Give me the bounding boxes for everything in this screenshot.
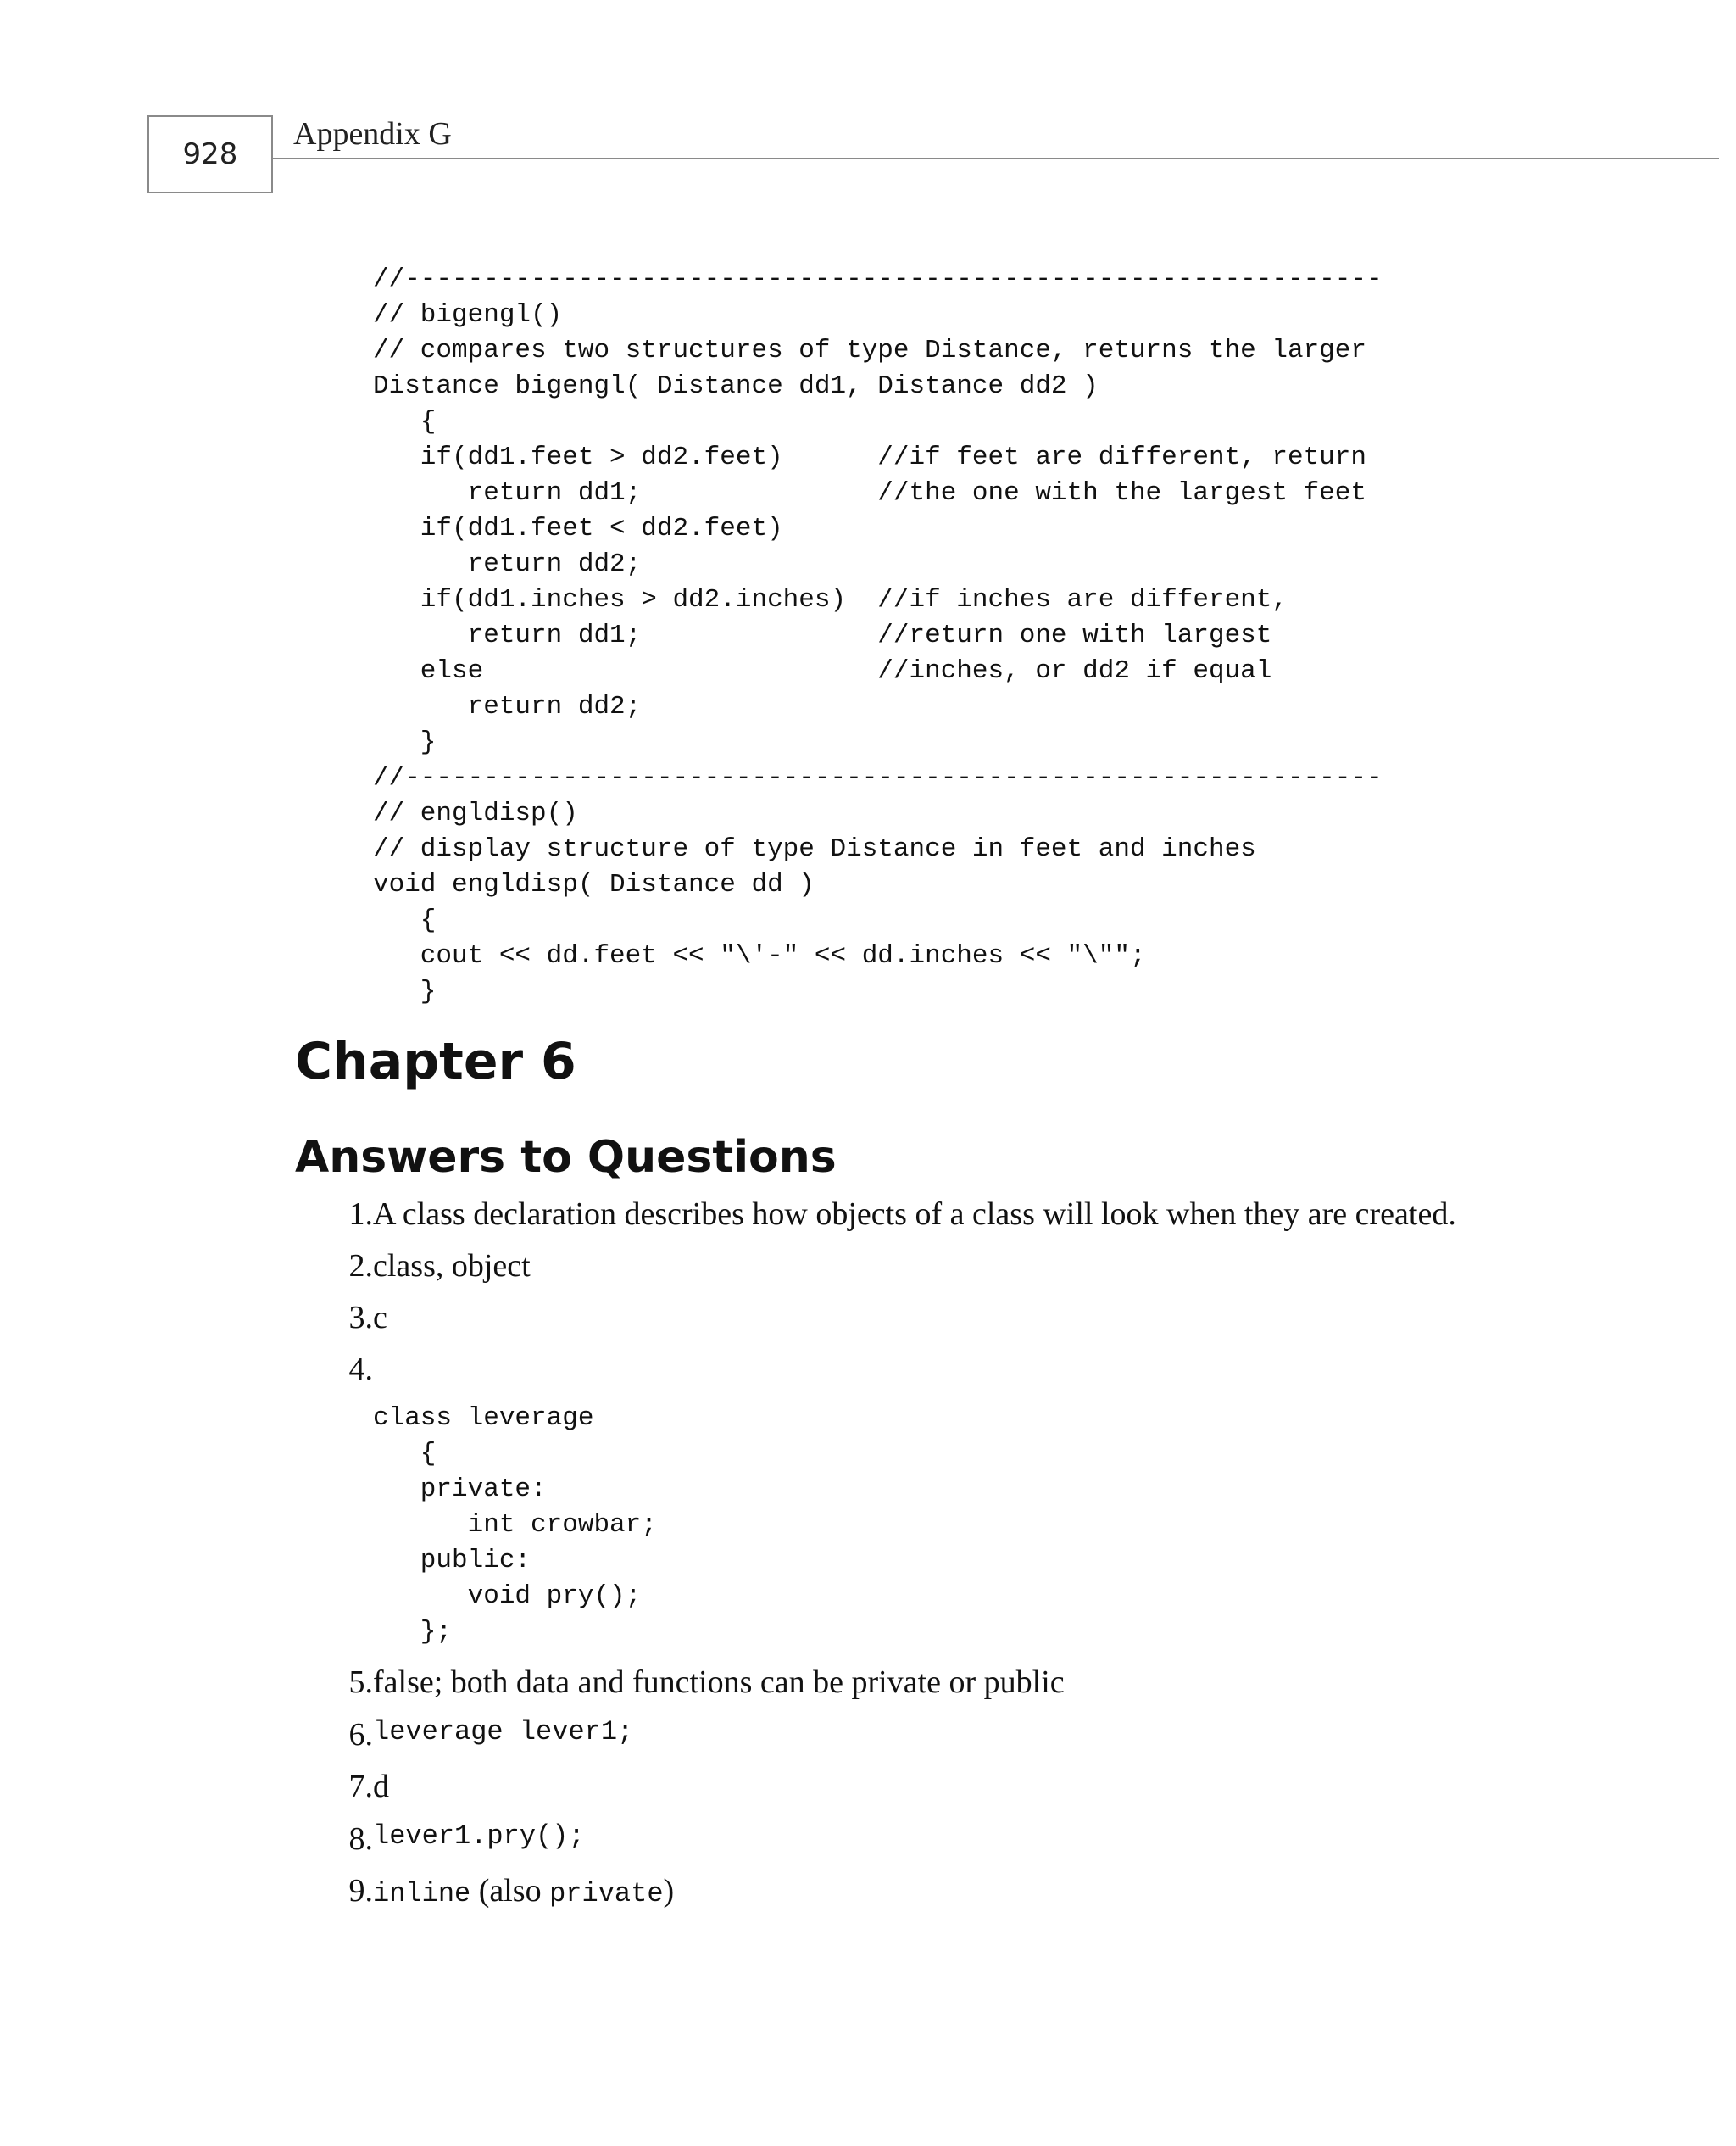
answer-number: 7. <box>348 1769 373 1804</box>
answer-number: 9. <box>348 1873 373 1909</box>
answer-text: c <box>373 1300 387 1335</box>
answer-text: ) <box>663 1873 675 1909</box>
answer-number: 1. <box>348 1196 373 1232</box>
answer-item <box>322 1768 389 1815</box>
answer-item <box>322 1196 1456 1243</box>
page-number-box <box>147 115 273 193</box>
answer-number: 3. <box>348 1300 373 1335</box>
answer-text: false; both data and functions can be private or public <box>373 1664 1065 1700</box>
answer-text: (also <box>470 1873 550 1909</box>
code-block-class-leverage: class leverage { private: int crowbar; public: void pry(); }; <box>373 1403 657 1647</box>
answer-item <box>322 1820 585 1868</box>
running-head: Appendix G <box>293 116 452 152</box>
answer-number: 4. <box>348 1352 373 1387</box>
answer-number: 8. <box>348 1821 373 1857</box>
answer-code: inline <box>373 1878 471 1909</box>
answer-text: class, object <box>373 1248 531 1284</box>
page-number: 928 <box>182 137 238 171</box>
answer-number: 6. <box>348 1717 373 1753</box>
header-rule <box>273 158 1719 159</box>
answer-item <box>322 1247 531 1295</box>
answer-item <box>322 1872 675 1920</box>
chapter-title: Chapter 6 <box>295 1032 576 1091</box>
answer-item <box>322 1299 387 1346</box>
answer-number: 2. <box>348 1248 373 1284</box>
answer-code: private <box>549 1878 664 1909</box>
answer-item <box>322 1716 634 1764</box>
answer-code: lever1.pry(); <box>373 1820 585 1852</box>
answer-text-mixed <box>373 1872 674 1909</box>
code-block-bigengl-engldisp: //-------------------------------------------------------------- // bigengl() // compares two structures of type Distance, returns the larger Distance bigengl( Distance dd1, Distance dd2 ) { if(dd1.feet > dd2.feet) //if feet are different, return return dd1; //the one with the largest feet if(dd1.feet < dd2.feet) return dd2; if(dd1.inches > dd2.inches) //if inches are different, return dd1; //return one with largest else //inches, or dd2 if equal return dd2; } //-------------------------------------------------------------- // engldisp() // display structure of type Distance in feet and inches void engldisp( Distance dd ) { cout << dd.feet << "\'-" << dd.inches << "\""; } <box>373 265 1383 1006</box>
answer-text: d <box>373 1769 389 1804</box>
answer-code: leverage lever1; <box>373 1716 634 1747</box>
answer-text: A class declaration describes how objects of a class will look when they are created. <box>373 1196 1456 1232</box>
answer-item <box>322 1351 373 1398</box>
answer-item <box>322 1664 1065 1711</box>
answer-number: 5. <box>348 1664 373 1700</box>
section-title: Answers to Questions <box>295 1132 837 1183</box>
